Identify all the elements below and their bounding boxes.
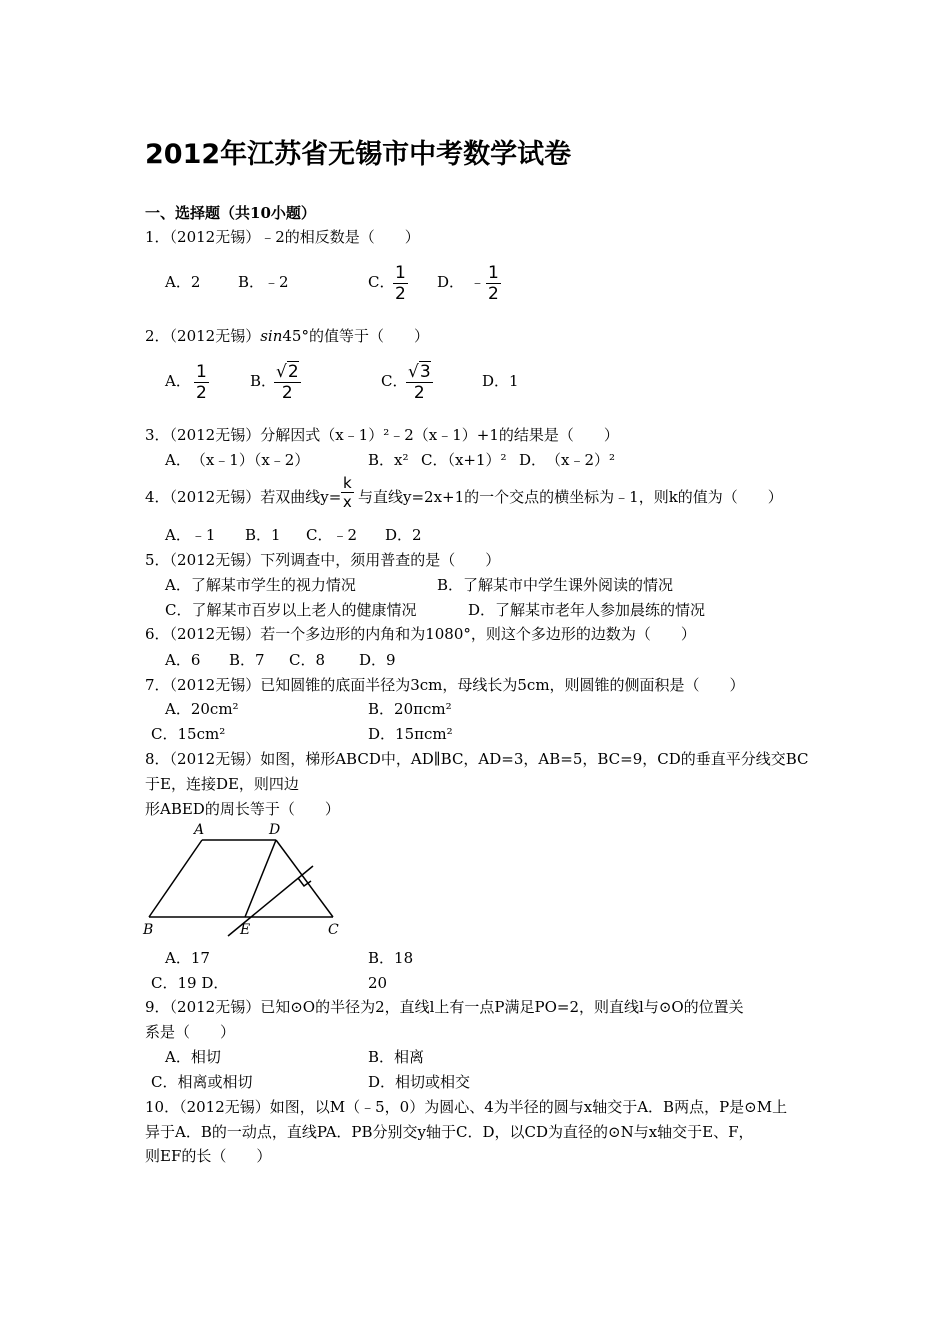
label-e: E bbox=[240, 922, 251, 938]
question-9-stem-line2: 系是（ ） bbox=[145, 1023, 236, 1041]
q3-option-c: C．（x+1）² bbox=[421, 451, 507, 469]
q7-option-c: C．15cm² bbox=[151, 725, 226, 743]
q4-option-d: D．2 bbox=[385, 526, 422, 544]
segment-ab bbox=[149, 840, 202, 917]
question-10-stem-line1: 10．（2012无锡）如图，以M（﹣5，0）为圆心、4为半径的圆与x轴交于A．B两点，P是⊙M上 bbox=[145, 1098, 788, 1116]
q2-stem-suffix: 45°的值等于（ ） bbox=[282, 327, 429, 345]
fraction-denominator: x bbox=[342, 493, 352, 511]
q9-option-b: B．相离 bbox=[368, 1048, 425, 1066]
q6-option-d: D．9 bbox=[359, 651, 396, 669]
radicand: 2 bbox=[287, 362, 299, 382]
trapezoid-figure bbox=[140, 818, 355, 940]
fraction-denominator: 2 bbox=[413, 383, 425, 403]
q7-option-b: B．20πcm² bbox=[368, 700, 452, 718]
q2-option-d: D．1 bbox=[482, 372, 519, 390]
q8-option-a: A．17 bbox=[165, 949, 210, 967]
q5-option-d: D．了解某市老年人参加晨练的情况 bbox=[468, 601, 706, 619]
q8-option-d: 20 bbox=[368, 974, 388, 992]
question-7-stem: 7．（2012无锡）已知圆锥的底面半径为3cm，母线长为5cm，则圆锥的侧面积是（ ） bbox=[145, 676, 745, 694]
q2-option-b-fraction bbox=[274, 362, 301, 403]
q9-option-a: A．相切 bbox=[165, 1048, 221, 1066]
question-1-stem: 1．（2012无锡）﹣2的相反数是（ ） bbox=[145, 228, 420, 246]
q4-option-c: C．﹣2 bbox=[306, 526, 358, 544]
label-c: C bbox=[328, 922, 339, 938]
question-8-stem-line1: 8．（2012无锡）如图，梯形ABCD中，AD∥BC，AD=3，AB=5，BC=9，CD的垂直平分线交BC bbox=[145, 750, 809, 768]
q6-option-c: C．8 bbox=[289, 651, 326, 669]
question-2-stem bbox=[145, 326, 429, 346]
fraction-numerator: 1 bbox=[395, 263, 406, 283]
q1-option-d-label: D． bbox=[437, 273, 465, 291]
q9-option-c: C．相离或相切 bbox=[151, 1073, 253, 1091]
fraction-numerator: 1 bbox=[488, 263, 499, 283]
q5-option-b: B．了解某市中学生课外阅读的情况 bbox=[437, 576, 674, 594]
q7-option-d: D．15πcm² bbox=[368, 725, 453, 743]
question-10-stem-line3: 则EF的长（ ） bbox=[145, 1147, 272, 1165]
question-5-stem: 5．（2012无锡）下列调查中，须用普查的是（ ） bbox=[145, 551, 501, 569]
question-6-stem: 6．（2012无锡）若一个多边形的内角和为1080°，则这个多边形的边数为（ ） bbox=[145, 625, 696, 643]
q2-option-a-label: A． bbox=[165, 372, 191, 390]
q6-option-b: B．7 bbox=[229, 651, 265, 669]
q8-option-b: B．18 bbox=[368, 949, 414, 967]
question-3-stem: 3．（2012无锡）分解因式（x﹣1）²﹣2（x﹣1）+1的结果是（ ） bbox=[145, 426, 619, 444]
fraction-denominator: 2 bbox=[281, 383, 293, 403]
q6-option-a: A．6 bbox=[165, 651, 201, 669]
label-d: D bbox=[269, 822, 281, 838]
q1-option-d-fraction bbox=[486, 263, 501, 304]
q2-option-a-fraction bbox=[194, 362, 209, 403]
q4-option-b: B．1 bbox=[245, 526, 281, 544]
q4-fraction-k-over-x bbox=[341, 474, 354, 511]
q2-sin-function: sin bbox=[260, 327, 283, 345]
q2-option-b-label: B． bbox=[250, 372, 277, 390]
fraction-numerator: 1 bbox=[196, 362, 207, 382]
fraction-denominator: 2 bbox=[196, 383, 207, 403]
segment-cd bbox=[276, 840, 333, 917]
fraction-denominator: 2 bbox=[488, 284, 499, 304]
fraction-denominator: 2 bbox=[395, 284, 406, 304]
radicand: 3 bbox=[419, 362, 431, 382]
q2-option-c-fraction bbox=[406, 362, 433, 403]
q2-option-c-label: C． bbox=[381, 372, 408, 390]
q1-option-a: A．2 bbox=[165, 273, 201, 291]
q5-option-a: A．了解某市学生的视力情况 bbox=[165, 576, 356, 594]
question-8-stem-line2: 于E，连接DE，则四边 bbox=[145, 775, 299, 793]
fraction-numerator: k bbox=[343, 474, 352, 492]
page-title: 2012年江苏省无锡市中考数学试卷 bbox=[145, 139, 572, 170]
segment-de bbox=[245, 840, 276, 917]
question-8-stem-line3: 形ABED的周长等于（ ） bbox=[145, 800, 340, 818]
q8-option-c: C．19 D． bbox=[151, 974, 229, 992]
q9-option-d: D．相切或相交 bbox=[368, 1073, 471, 1091]
q5-option-c: C．了解某市百岁以上老人的健康情况 bbox=[165, 601, 417, 619]
q1-option-c-fraction bbox=[393, 263, 408, 304]
q4-stem-prefix: 4．（2012无锡）若双曲线y= bbox=[145, 488, 342, 506]
q3-option-b: B．x² bbox=[368, 451, 409, 469]
q7-option-a: A．20cm² bbox=[165, 700, 239, 718]
q1-option-b: B．﹣2 bbox=[238, 273, 289, 291]
q1-option-d-sign: ﹣ bbox=[470, 273, 486, 291]
q3-option-d: D． （x﹣2）² bbox=[519, 451, 616, 469]
label-a: A bbox=[194, 822, 205, 838]
question-9-stem-line1: 9．（2012无锡）已知⊙O的半径为2，直线l上有一点P满足PO=2，则直线l与⊙O的位置关 bbox=[145, 998, 744, 1016]
q2-stem-prefix: 2．（2012无锡） bbox=[145, 327, 261, 345]
q4-option-a: A．﹣1 bbox=[165, 526, 216, 544]
label-b: B bbox=[143, 922, 154, 938]
section-heading: 一、选择题（共10小题） bbox=[145, 204, 316, 222]
q4-stem-suffix: 与直线y=2x+1的一个交点的横坐标为﹣1，则k的值为（ ） bbox=[358, 488, 783, 506]
q1-option-c-label: C． bbox=[368, 273, 395, 291]
q3-option-a: A． （x﹣1）（x﹣2） bbox=[165, 451, 310, 469]
fraction-numerator: √2 bbox=[276, 362, 299, 382]
question-10-stem-line2: 异于A．B的一动点，直线PA．PB分别交y轴于C．D，以CD为直径的⊙N与x轴交于E、F， bbox=[145, 1123, 754, 1141]
fraction-numerator: √3 bbox=[408, 362, 431, 382]
